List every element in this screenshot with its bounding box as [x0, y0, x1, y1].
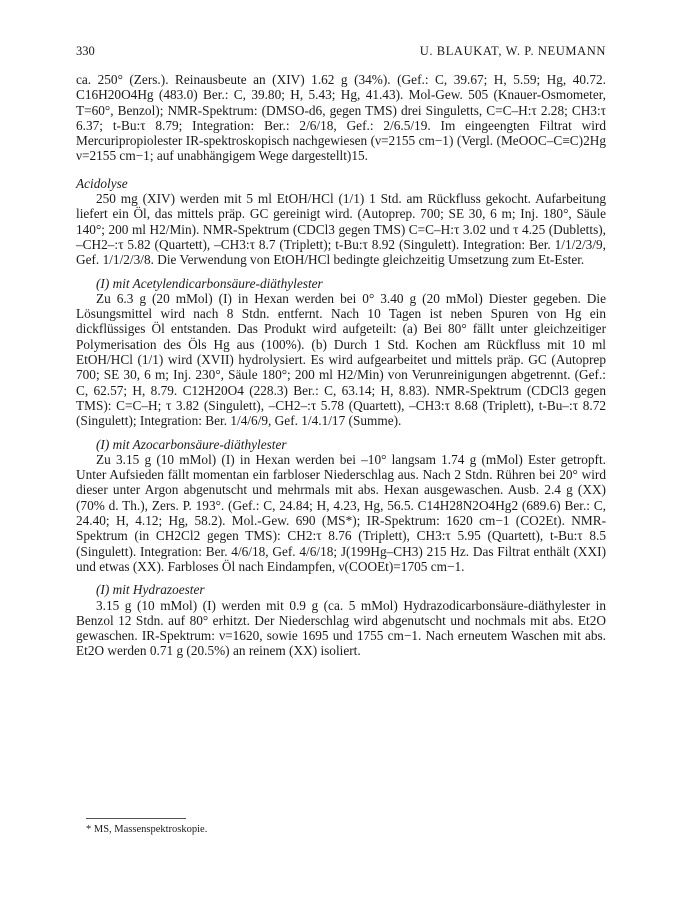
paragraph-acidolyse: 250 mg (XIV) werden mit 5 ml EtOH/HCl (1/1) 1 Std. am Rückfluss gekocht. Aufarbeitung liefert ein Öl, das mittels präp. GC gereinigt wird. (Autoprep. 700; SE 30, 6 m; Inj. 180°, Säule 140°; 200 ml H2/Min). NMR-Spektrum (CDCl3 gegen TMS) C=C–H:τ 3.02 und τ 4.25 (Dubletts), –CH2–:τ 5.82 (Quartett), –CH3:τ 8.7 (Triplett); t-Bu:τ 8.92 (Singulett). Integration: Ber. 1/1/2/3/9, Gef. 1/1/2/3/8. Die Verwendung von EtOH/HCl bedingte gleichzeitig Umsetzung zum Et-Ester. [76, 191, 606, 268]
running-head-authors: U. BLAUKAT, W. P. NEUMANN [419, 44, 606, 58]
subheading-acetylendicarbonsaeure: (I) mit Acetylendicarbonsäure-diäthylester [96, 275, 323, 291]
page-number: 330 [76, 44, 95, 58]
running-header [76, 44, 606, 62]
subheading-hydrazoester: (I) mit Hydrazoester [96, 582, 205, 598]
paragraph-acetylendicarbonsaeure: Zu 6.3 g (20 mMol) (I) in Hexan werden bei 0° 3.40 g (20 mMol) Diester gegeben. Die Lösungsmittel wird nach 8 Stdn. entfernt. Nach 10 Tagen ist neben Spuren von Hg ein dickflüssiges Öl entstanden. Das Produkt wird aufgeteilt: (a) Bei 80° fällt unter gleichzeitiger Polymerisation des Öls Hg aus (100%). (b) Durch 1 Std. Kochen am Rückfluss mit 10 ml EtOH/HCl (1/1) wird (XVII) hydrolysiert. Es wird aufgearbeitet und mittels präp. GC (Autoprep 700; SE 30, 6 m; Inj. 230°, Säule 180°; 200 ml H2/Min) von Verunreinigungen abgetrennt. (Gef.: C, 62.57; H, 8.79. C12H20O4 (228.3) Ber.: C, 63.14; H, 8.83). NMR-Spektrum (CDCl3 gegen TMS): C=C–H; τ 3.82 (Singulett), –CH2–:τ 5.78 (Quartett), –CH3:τ 8.68 (Triplett), t-Bu–:τ 8.72 (Singulett); Integration: Ber. 1/4/6/9, Gef. 1/4.1/17 (Summe). [76, 290, 606, 429]
paragraph-azocarbonsaeure: Zu 3.15 g (10 mMol) (I) in Hexan werden bei –10° langsam 1.74 g (mMol) Ester getropft. Unter Aufsieden fällt momentan ein farbloser Niederschlag aus. Nach 2 Stdn. Rühren bei 20° wird dieser unter Argon abgenutscht und mehrmals mit abs. Hexan ausgewaschen. Ausb. 2.4 g (XX) (70% d. Th.), Zers. P. 193°. (Gef.: C, 24.84; H, 4.23, Hg, 56.5. C14H28N2O4Hg2 (689.6) Ber.: C, 24.40; H, 4.12; Hg, 58.2). Mol.-Gew. 690 (MS*); IR-Spektrum: 1620 cm−1 (CO2Et). NMR-Spektrum (in CH2Cl2 gegen TMS): CH2:τ 8.76 (Triplett), CH3:τ 5.95 (Quartett), t-Bu:τ 8.5 (Singulett). Integration: Ber. 4/6/18, Gef. 4/6/18; J(199Hg–CH3) 215 Hz. Das Filtrat enthält (XXI) und etwas (XX). Farbloses Öl nach Eindampfen, ν(COOEt)=1705 cm−1. [76, 451, 606, 574]
footnote: * MS, Massenspektroskopie. [86, 824, 208, 835]
subheading-azocarbonsaeure: (I) mit Azocarbonsäure-diäthylester [96, 436, 287, 452]
section-heading-acidolyse: Acidolyse [76, 175, 128, 191]
article-body [76, 72, 606, 659]
paragraph-hydrazoester: 3.15 g (10 mMol) (I) werden mit 0.9 g (ca. 5 mMol) Hydrazodicarbonsäure-diäthylester in Benzol 12 Stdn. auf 80° erhitzt. Der Niederschlag wird abgenutscht und nochmals mit abs. Et2O gewaschen. IR-Spektrum: ν=1620, sowie 1695 und 1755 cm−1. Nach erneutem Waschen mit abs. Et2O werden 0.71 g (20.5%) an reinem (XX) isoliert. [76, 597, 606, 659]
paragraph-xiv-result: ca. 250° (Zers.). Reinausbeute an (XIV) 1.62 g (34%). (Gef.: C, 39.67; H, 5.59; Hg, 40.72. C16H20O4Hg (483.0) Ber.: C, 39.80; H, 5.43; Hg, 41.43). Mol-Gew. 505 (Knauer-Osmometer, T=60°, Benzol); NMR-Spektrum: (DMSO-d6, gegen TMS) drei Singuletts, C=C–H:τ 2.28; CH3:τ 6.37; t-Bu:τ 8.79; Integration: Ber.: 2/6/18, Gef.: 2/6.5/19. Im eingeengten Filtrat wird Mercuripropiolester IR-spektroskopisch nachgewiesen (ν=2155 cm−1) (Vergl. (MeOOC–C≡C)2Hg ν=2155 cm−1; auf unabhängigem Wege dargestellt)15. [76, 72, 606, 164]
footnote-rule [86, 818, 186, 819]
